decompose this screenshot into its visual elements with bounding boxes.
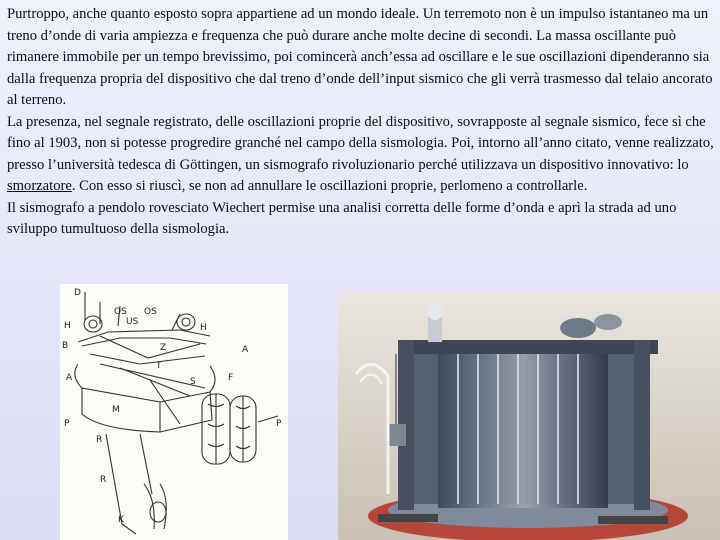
paragraph-history-end: . Con esso si riuscì, se non ad annullare le oscillazioni proprie, perlomeno a controllarle. [71, 178, 588, 194]
label-r-bottom: R [100, 475, 107, 485]
label-f: F [228, 373, 234, 383]
label-os-left: OS [114, 307, 127, 317]
label-r-top: R [96, 435, 103, 445]
label-k: K [118, 515, 124, 525]
label-p-left: P [64, 419, 70, 429]
label-a-right: A [242, 345, 249, 355]
label-d: D [74, 288, 81, 298]
label-a-left: A [66, 373, 73, 383]
label-z: Z [160, 343, 167, 353]
paragraph-history-start: La presenza, nel segnale registrato, delle oscillazioni proprie del dispositivo, sovrapposte al segnale sismico, fece sì che fino al 1903, non si potesse progredire granché nel campo della sismologia. Poi, intorno all’anno citato, venne realizzato, presso l’università tedesca di Göttingen, un sismografo rivoluzionario perché utilizzava un dispositivo innovativo: lo [7, 113, 714, 173]
seismograph-photo [338, 294, 720, 540]
paragraph-wiechert: Il sismografo a pendolo rovesciato Wiechert permise una analisi corretta delle forme d’onda e aprì la strada ad uno sviluppo tumultuoso della sismologia. [7, 199, 677, 237]
label-os-right: OS [144, 307, 157, 317]
seismograph-diagram-drawing [60, 284, 288, 540]
paragraph-damping-problem: Purtroppo, anche quanto esposto sopra appartiene ad un mondo ideale. Un terremoto non è un impulso istantaneo ma un treno d’onde di varia ampiezza e frequenza che può durare anche molte decine di secondi. La massa oscillante può rimanere immobile per un tempo brevissimo, poi comincerà anch’essa ad oscillare e le sue oscillazioni dipenderanno sia dalla frequenza propria del dispositivo che dal treno d’onde dell’input sismico che gli verrà trasmesso dal telaio ancorato al terreno. [7, 6, 713, 108]
seismograph-diagram [60, 284, 288, 540]
paragraph-history [7, 112, 715, 198]
label-h-right: H [200, 323, 207, 333]
label-b: B [62, 341, 69, 351]
label-t: T [156, 361, 162, 371]
smorzatore-term: smorzatore [7, 178, 72, 194]
body-text [7, 4, 715, 241]
label-h-left: H [64, 321, 71, 331]
label-s: S [190, 377, 196, 387]
label-m: M [112, 405, 120, 415]
label-us: US [126, 317, 139, 327]
label-p-right: P [276, 419, 282, 429]
seismograph-photo-image [338, 294, 720, 540]
